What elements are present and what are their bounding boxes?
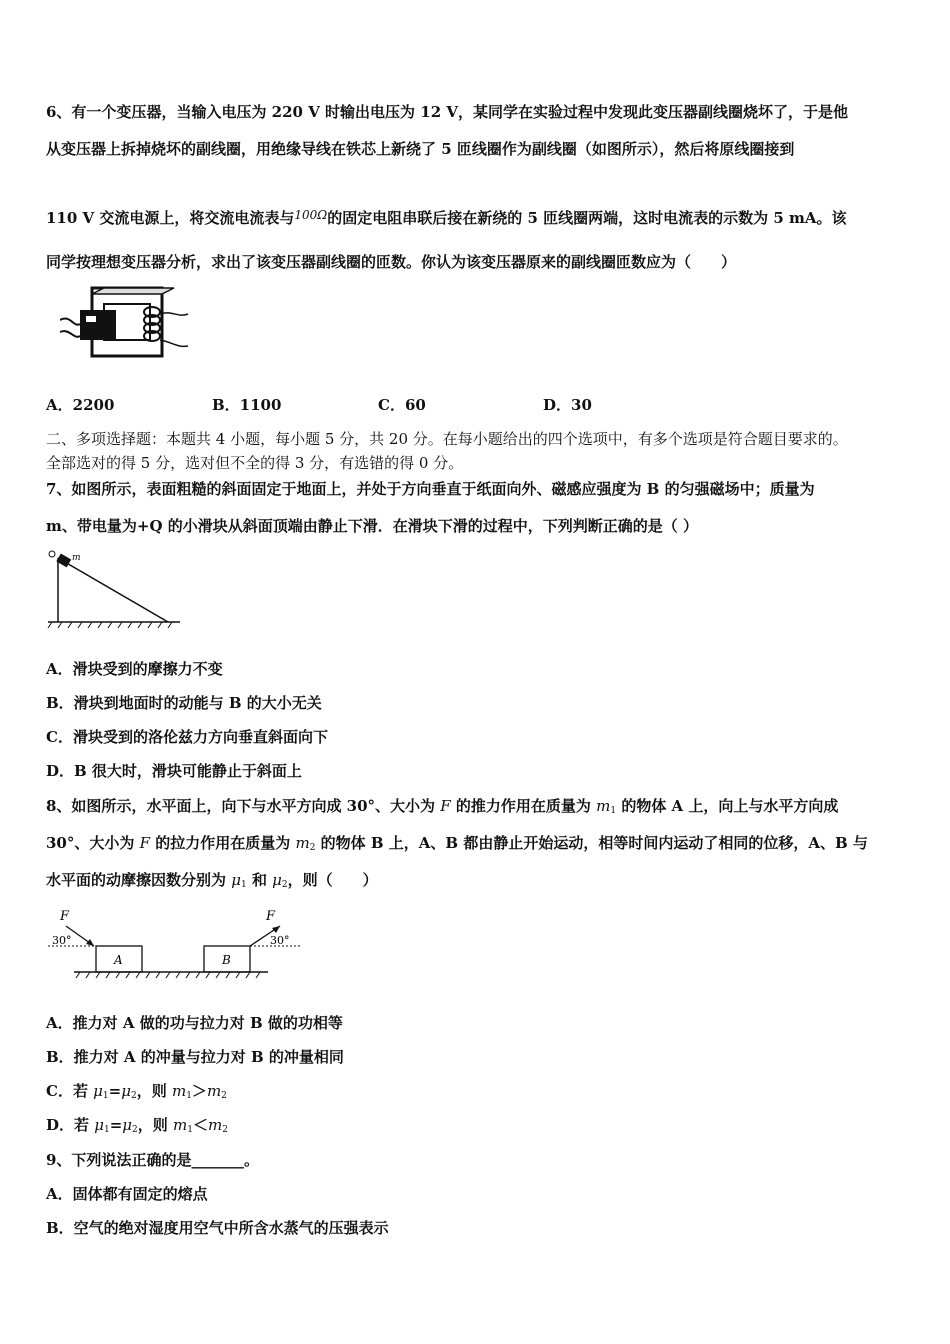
q6-option-a[interactable]: A．2200 bbox=[46, 396, 115, 414]
q8-mass-symbol: m bbox=[596, 797, 611, 815]
q8-force-symbol-2: F bbox=[139, 834, 151, 852]
q8-optc-prefix: C．若 bbox=[46, 1082, 94, 1100]
incline-mass-label: m bbox=[72, 553, 81, 563]
q8-optc-gt: ＞ bbox=[191, 1082, 207, 1100]
q8-sub2: 2 bbox=[309, 843, 316, 853]
q7-line1: 7、如图所示，表面粗糙的斜面固定于地面上，并处于方向垂直于纸面向外、磁感应强度为 B 的匀强磁场中；质量为 bbox=[46, 480, 815, 498]
section2-line1: 二、多项选择题：本题共 4 小题，每小题 5 分，共 20 分。在每小题给出的四个选项中，有多个选项是符合题目要求的。 bbox=[46, 430, 848, 448]
q8-optc-m-sub1: 1 bbox=[186, 1091, 192, 1101]
q8-optd-prefix: D．若 bbox=[46, 1116, 95, 1134]
q8-option-d[interactable] bbox=[46, 1116, 228, 1139]
q6-option-b[interactable]: B．1100 bbox=[212, 396, 282, 414]
q8-optd-m1: m bbox=[173, 1116, 188, 1134]
fig-angle-b: 30° bbox=[270, 934, 290, 947]
q8-line1-part1: 8、如图所示，水平面上，向下与水平方向成 30°、大小为 bbox=[46, 797, 441, 815]
q6-line2: 从变压器上拆掉烧坏的副线圈，用绝缘导线在铁芯上新绕了 5 匝线圈作为副线圈（如图所示），然后将原线圈接到 bbox=[46, 140, 795, 158]
q8-optd-then: ，则 bbox=[137, 1116, 174, 1134]
q7-option-d[interactable]: D．B 很大时，滑块可能静止于斜面上 bbox=[46, 762, 302, 780]
fig-force-a: F bbox=[60, 909, 70, 924]
q8-optc-m1: m bbox=[171, 1082, 187, 1100]
q8-optd-mu2: μ bbox=[122, 1116, 133, 1134]
fig-force-b: F bbox=[266, 909, 276, 924]
q6-option-d[interactable]: D．30 bbox=[543, 396, 592, 414]
q8-sub1: 1 bbox=[610, 806, 617, 816]
q7-line2: m、带电量为+Q 的小滑块从斜面顶端由静止下滑．在滑块下滑的过程中，下列判断正确的是（ ） bbox=[46, 517, 698, 535]
q8-line1-part2: 的推力作用在质量为 bbox=[450, 797, 597, 815]
q6-line3-part1: 110 V 交流电源上，将交流电流表与 bbox=[46, 209, 295, 227]
q8-line2 bbox=[46, 834, 868, 857]
q8-line1 bbox=[46, 797, 838, 820]
q8-optc-eq: = bbox=[108, 1082, 122, 1100]
q9-option-b[interactable]: B．空气的绝对湿度用空气中所含水蒸气的压强表示 bbox=[46, 1219, 389, 1237]
fig-block-a: A bbox=[114, 953, 123, 967]
q6-line4: 同学按理想变压器分析，求出了该变压器副线圈的匝数。你认为该变压器原来的副线圈匝数应为（ ） bbox=[46, 253, 737, 271]
q6-option-c[interactable]: C．60 bbox=[378, 396, 426, 414]
q8-force-symbol: F bbox=[440, 797, 451, 815]
q8-optc-then: ，则 bbox=[136, 1082, 172, 1100]
q8-line2-part1: 30°、大小为 bbox=[46, 834, 140, 852]
q8-optd-sub2: 2 bbox=[132, 1125, 138, 1135]
section2-line2: 全部选对的得 5 分，选对但不全的得 3 分，有选错的得 0 分。 bbox=[46, 454, 464, 472]
q8-optc-mu1: μ bbox=[93, 1082, 103, 1100]
q8-option-b[interactable]: B．推力对 A 的冲量与拉力对 B 的冲量相同 bbox=[46, 1048, 344, 1066]
q8-line1-part3: 的物体 A 上，向上与水平方向成 bbox=[616, 797, 839, 815]
q8-mass-symbol-2: m bbox=[295, 834, 310, 852]
q8-optc-m2: m bbox=[206, 1082, 222, 1100]
fig-block-b: B bbox=[222, 953, 231, 967]
q9-line1: 9、下列说法正确的是_______。 bbox=[46, 1151, 259, 1169]
q6-line3-part2: 的固定电阻串联后接在新绕的 5 匝线圈两端，这时电流表的示数为 5 mA。该 bbox=[327, 209, 847, 227]
q8-mu-sub2: 2 bbox=[281, 880, 288, 890]
q8-line3-part3: ，则（ ） bbox=[287, 871, 378, 889]
q9-option-a[interactable]: A．固体都有固定的熔点 bbox=[46, 1185, 208, 1203]
q8-line2-part2: 的拉力作用在质量为 bbox=[150, 834, 296, 852]
q8-optd-m-sub2: 2 bbox=[222, 1125, 228, 1135]
q7-option-c[interactable]: C．滑块受到的洛伦兹力方向垂直斜面向下 bbox=[46, 728, 328, 746]
q8-line3 bbox=[46, 871, 378, 894]
q7-option-b[interactable]: B．滑块到地面时的动能与 B 的大小无关 bbox=[46, 694, 322, 712]
q8-mu-sub1: 1 bbox=[240, 880, 247, 890]
q7-option-a[interactable]: A．滑块受到的摩擦力不变 bbox=[46, 660, 223, 678]
q6-line1: 6、有一个变压器，当输入电压为 220 V 时输出电压为 12 V，某同学在实验过程中发现此变压器副线圈烧坏了，于是他 bbox=[46, 103, 849, 121]
q8-option-c[interactable] bbox=[46, 1082, 227, 1105]
q8-optd-m-sub1: 1 bbox=[187, 1125, 193, 1135]
q8-optd-mu1: μ bbox=[94, 1116, 104, 1134]
blocks-figure bbox=[44, 906, 306, 982]
q8-optc-sub1: 1 bbox=[102, 1091, 109, 1101]
q6-line3 bbox=[46, 206, 847, 227]
transformer-figure bbox=[60, 284, 192, 364]
incline-figure bbox=[44, 548, 184, 632]
q8-option-a[interactable]: A．推力对 A 做的功与拉力对 B 做的功相等 bbox=[46, 1014, 343, 1032]
q8-optd-lt: ＜ bbox=[192, 1116, 208, 1134]
q8-optc-mu2: μ bbox=[121, 1082, 131, 1100]
q8-optd-eq: = bbox=[109, 1116, 123, 1134]
q8-mu-symbol-2: μ bbox=[272, 871, 282, 889]
q6-resistor-value: 100Ω bbox=[294, 208, 328, 222]
q8-optc-m-sub2: 2 bbox=[221, 1091, 227, 1101]
q8-optd-sub1: 1 bbox=[103, 1125, 110, 1135]
q8-line2-part3: 的物体 B 上，A、B 都由静止开始运动，相等时间内运动了相同的位移，A、B 与 bbox=[315, 834, 868, 852]
q8-line3-part1: 水平面的动摩擦因数分别为 bbox=[46, 871, 232, 889]
q8-line3-part2: 和 bbox=[246, 871, 273, 889]
q8-optc-sub2: 2 bbox=[130, 1091, 137, 1101]
q8-optd-m2: m bbox=[208, 1116, 223, 1134]
fig-angle-a: 30° bbox=[52, 934, 72, 947]
q8-mu-symbol: μ bbox=[231, 871, 241, 889]
